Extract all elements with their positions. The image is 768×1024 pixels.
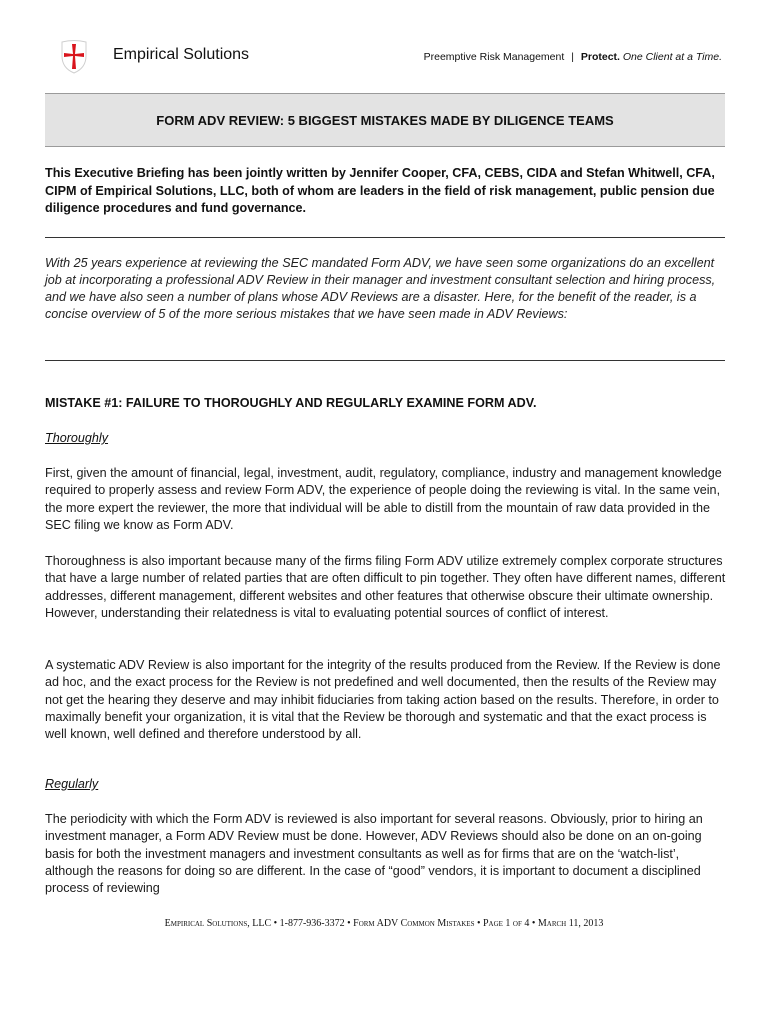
tagline-prefix: Preemptive Risk Management: [423, 51, 565, 63]
tagline: [424, 51, 722, 63]
title-banner: [45, 93, 725, 147]
company-name: Empirical Solutions: [113, 46, 250, 63]
page-footer: Empirical Solutions, LLC • 1-877-936-3372 • Form ADV Common Mistakes • Page 1 of 4 • March 11, 2013: [164, 918, 604, 929]
divider-bottom: [45, 360, 725, 361]
paragraph-2: Thoroughness is also important because many of the firms filing Form ADV utilize extremely complex corporate structures that have a large number of related parties that are often difficult to pin together. They often have different names, different addresses, different management, different websites and other features that otherwise obscure their ultimate ownership. However, understanding their relatedness is vital to evaluating potential sources of conflict of interest.: [45, 554, 726, 620]
tagline-suffix: One Client at a Time.: [622, 51, 722, 63]
red-cross-shield-icon: [56, 39, 92, 75]
mistake-heading: MISTAKE #1: FAILURE TO THOROUGHLY AND REGULARLY EXAMINE FORM ADV.: [45, 396, 537, 410]
subhead-thoroughly: Thoroughly: [45, 431, 109, 445]
paragraph-4: The periodicity with which the Form ADV is reviewed is also important for several reasons. Obviously, prior to hiring an investment manager, a Form ADV Review must be done. However, ADV Reviews should also be done on an on-going basis for both the investment managers and investment consultants as well as for firms that are on the ‘watch-list’, although the reasons for doing so are different. In the case of “good” vendors, it is important to document a disciplined process of reviewing: [45, 812, 703, 896]
executive-briefing: This Executive Briefing has been jointly written by Jennifer Cooper, CFA, CEBS, CIDA and Stefan Whitwell, CFA, CIPM of Empirical Solutions, LLC, both of whom are leaders in the field of risk management, public pension due diligence procedures and fund governance.: [45, 166, 715, 215]
tagline-separator: |: [571, 51, 574, 63]
intro-paragraph: With 25 years experience at reviewing the SEC mandated Form ADV, we have seen some organizations do an excellent job at incorporating a professional ADV Review in their manager and investment consultant selection and hiring process, and we have also seen a number of plans whose ADV Reviews are a disaster. Here, for the benefit of the reader, is a concise overview of 5 of the more serious mistakes that we have seen made in ADV Reviews:: [45, 256, 716, 321]
paragraph-1: First, given the amount of financial, legal, investment, audit, regulatory, compliance, industry and management knowledge required to properly assess and review Form ADV, the experience of people doing the reviewing is vital. In the same vein, the more expert the reviewer, the more that individual will be able to distill from the mountain of raw data provided in the SEC filing we know as Form ADV.: [45, 466, 722, 532]
document-title: FORM ADV REVIEW: 5 BIGGEST MISTAKES MADE BY DILIGENCE TEAMS: [156, 112, 614, 128]
tagline-protect: Protect.: [580, 51, 620, 63]
divider-top: [45, 237, 725, 238]
subhead-regularly: Regularly: [45, 777, 99, 791]
paragraph-3: A systematic ADV Review is also important for the integrity of the results produced from the Review. If the Review is done ad hoc, and the exact process for the Review is not predefined and well documented, then the results of the Review may not get the hearing they deserve and may inhibit fiduciaries from taking action based on the results. Therefore, in order to maximally benefit your organization, it is vital that the Review be thorough and systematic and that the exact process is well known, well defined and therefore understood by all.: [45, 658, 721, 742]
